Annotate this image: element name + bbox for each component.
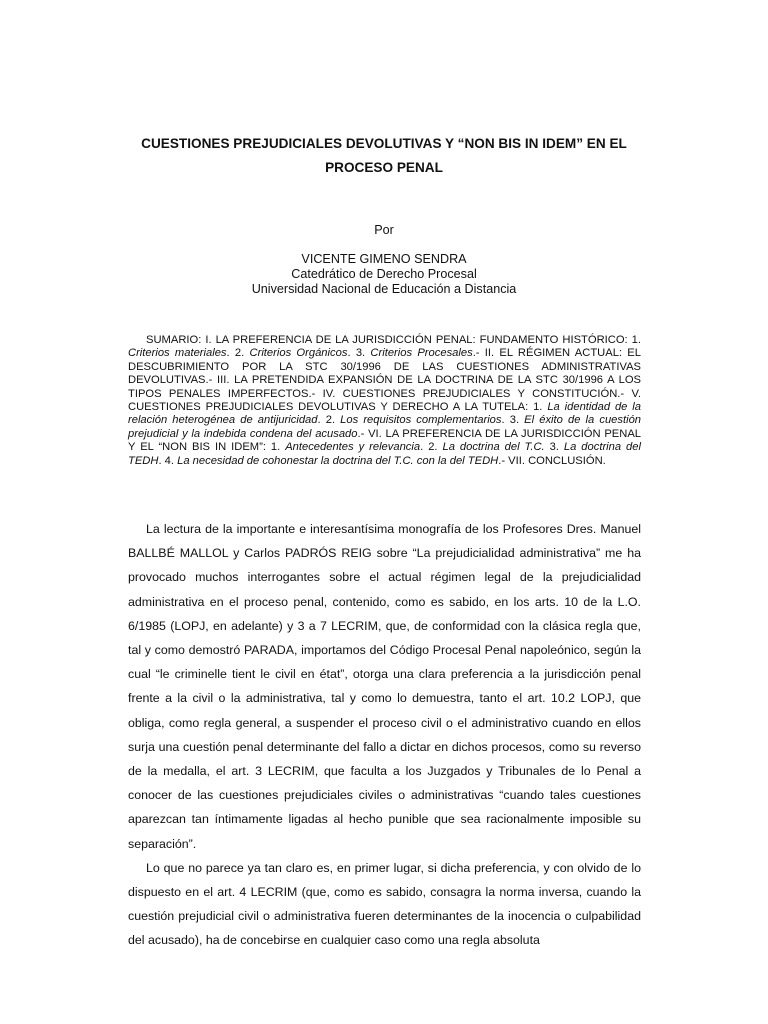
summary-italic: Los requisitos complementarios — [340, 414, 502, 427]
author-university: Universidad Nacional de Educación a Distancia — [251, 282, 517, 296]
summary-text: . 3. — [347, 347, 371, 360]
summary-italic: La doctrina del T.C. — [442, 441, 545, 454]
summary-italic: Criterios materiales — [128, 347, 227, 360]
title-line-1: CUESTIONES PREJUDICIALES DEVOLUTIVAS Y “NON BIS IN IDEM” EN EL — [141, 136, 627, 151]
summary-block — [128, 334, 641, 468]
summary-text: . 2. — [420, 441, 443, 454]
summary-italic: La necesidad de cohonestar la doctrina del T.C. con la del TEDH — [177, 454, 499, 467]
title-line-2: PROCESO PENAL — [325, 160, 443, 175]
summary-italic: Criterios Orgánicos — [249, 347, 348, 360]
author-block — [120, 252, 648, 297]
summary-text: 3. — [544, 441, 564, 454]
summary-text: . 2. — [226, 347, 250, 360]
summary-text: .- II. EL RÉGIMEN ACTUAL: EL DESCUBRIMIENTO POR LA STC 30/1996 DE LAS CUESTIONES ADMINISTRATIVAS DEVOLUTIVAS.- III. LA PRETENDIDA EXPANSIÓN DE LA DOCTRINA DE LA STC 30/1996 A LOS TIPOS PENALES IMPERFECTOS.- IV. CUESTIONES PREJUDICIALES Y CONSTITUCIÓN.- V. CUESTIONES PREJUDICIALES DEVOLUTIVAS Y DERECHO A LA TUTELA: 1. — [128, 347, 641, 414]
summary-text: .- VI. LA PREFERENCIA DE LA JURISDICCIÓN PENAL Y EL “NON BIS IN IDEM”: 1. — [128, 427, 642, 454]
document-title — [120, 132, 648, 180]
summary-italic: Antecedentes y relevancia — [285, 441, 421, 454]
summary-text: . 2. — [317, 414, 341, 427]
body-paragraph-1: La lectura de la importante e interesantísima monografía de los Profesores Dres. Manuel BALLBÉ MALLOL y Carlos PADRÓS REIG sobre “La prejudicialidad administrativa” me ha provocado muchos interrogantes sobre el actual régimen legal de la prejudicialidad administrativa en el proceso penal, contenido, como es sabido, en los arts. 10 de la L.O. 6/1985 (LOPJ, en adelante) y 3 a 7 LECRIM, que, de conformidad con la clásica regla que, tal y como demostró PARADA, importamos del Código Procesal Penal napoleónico, según la cual “le criminelle tient le civil en état”, otorga una clara preferencia a la jurisdicción penal frente a la civil o la administrativa, tal y como lo demuestra, tanto el art. 10.2 LOPJ, que obliga, como regla general, a suspender el proceso civil o el administrativo cuando en ellos surja una cuestión penal determinante del fallo a dictar en dichos procesos, como su reverso de la medalla, el art. 3 LECRIM, que faculta a los Juzgados y Tribunales de lo Penal a conocer de las cuestiones prejudiciales civiles o administrativas “cuando tales cuestiones aparezcan tan íntimamente ligadas al hecho punible que sea racionalmente imposible su separación”. — [128, 522, 641, 851]
body-paragraph-2: Lo que no parece ya tan claro es, en primer lugar, si dicha preferencia, y con olvido de lo dispuesto en el art. 4 LECRIM (que, como es sabido, consagra la norma inversa, cuando la cuestión prejudicial civil o administrativa fueren determinantes de la inocencia o culpabilidad del acusado), ha de concebirse en cualquier caso como una regla absoluta — [128, 860, 641, 948]
summary-italic: La identidad de la relación heterogénea de antijuricidad — [128, 401, 641, 427]
author-name: VICENTE GIMENO SENDRA — [301, 252, 467, 266]
summary-text: . 4. — [158, 454, 178, 467]
by-label: Por — [374, 223, 394, 237]
summary-text: .- VII. CONCLUSIÓN. — [498, 454, 606, 467]
author-affiliation: Catedrático de Derecho Procesal — [291, 267, 477, 281]
summary-italic: La doctrina del TEDH — [128, 441, 641, 467]
body-text — [128, 517, 641, 953]
summary-italic: El éxito de la cuestión prejudicial y la indebida condena del acusado — [128, 414, 642, 440]
summary-text: . 3. — [501, 414, 525, 427]
summary-italic: Criterios Procesales — [370, 347, 473, 360]
summary-text: SUMARIO: I. LA PREFERENCIA DE LA JURISDICCIÓN PENAL: FUNDAMENTO HISTÓRICO: 1. — [146, 334, 641, 346]
